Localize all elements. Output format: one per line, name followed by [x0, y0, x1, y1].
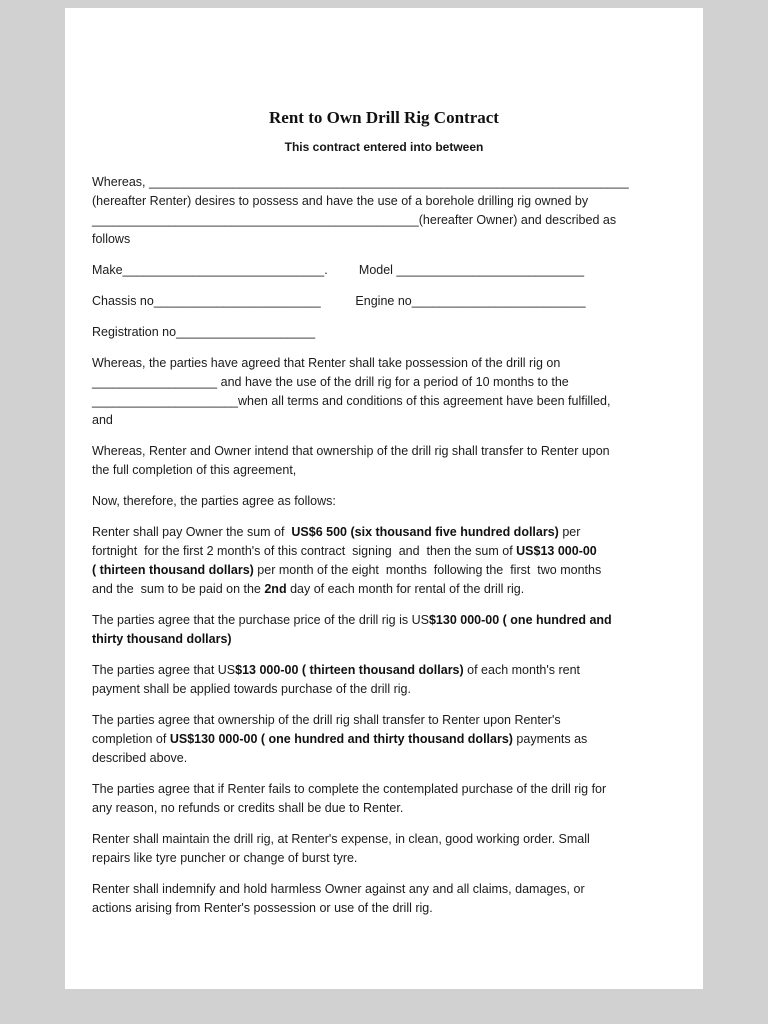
paragraph	[92, 354, 676, 430]
text-run: payments as	[512, 732, 588, 746]
text-run: (hereafter Owner) and described as	[418, 213, 617, 227]
paragraph	[92, 261, 676, 280]
text-run: The parties agree that if Renter fails to complete the contemplated purchase of the drill rig for	[92, 782, 607, 796]
paragraph	[92, 711, 676, 768]
paragraph	[92, 611, 676, 649]
text-run: fortnight for the first 2 month's of this contract signing and then the sum of	[92, 544, 517, 558]
blank-field: ____________________	[176, 325, 316, 339]
text-run: 2nd	[264, 582, 287, 596]
text-run: Whereas, Renter and Owner intend that ownership of the drill rig shall transfer to Renter upon	[92, 444, 610, 458]
document-body	[92, 173, 676, 918]
text-run: day of each month for rental of the drill rig.	[286, 582, 525, 596]
paragraph	[92, 442, 676, 480]
text-run: follows	[92, 232, 131, 246]
text-run: Registration no	[92, 325, 177, 339]
text-run: and	[92, 413, 113, 427]
text-run: any reason, no refunds or credits shall be due to Renter.	[92, 801, 404, 815]
text-run: per	[558, 525, 581, 539]
text-run: Whereas,	[92, 175, 149, 189]
text-run: repairs like tyre puncher or change of burst tyre.	[92, 851, 358, 865]
text-run: The parties agree that the purchase price of the drill rig is US	[92, 613, 429, 627]
paragraph	[92, 523, 676, 599]
text-run: US$6 500 (six thousand five hundred dollars)	[291, 525, 559, 539]
text-run: Renter shall pay Owner the sum of	[92, 525, 292, 539]
blank-field: _________________________	[411, 294, 586, 308]
text-run: described above.	[92, 751, 188, 765]
text-run: $130 000-00 ( one hundred and	[428, 613, 612, 627]
text-run: of each month's rent	[463, 663, 581, 677]
blank-field: ________________________	[153, 294, 321, 308]
blank-field: _____________________________________________________________________	[148, 175, 629, 189]
text-run: ( thirteen thousand dollars)	[92, 563, 254, 577]
paragraph	[92, 292, 676, 311]
paragraph	[92, 880, 676, 918]
blank-field: __________________	[92, 375, 218, 389]
text-run: Engine no	[320, 294, 412, 308]
paragraph	[92, 661, 676, 699]
text-run: completion of	[92, 732, 170, 746]
text-run: payment shall be applied towards purchase of the drill rig.	[92, 682, 411, 696]
paragraph	[92, 492, 676, 511]
paragraph	[92, 323, 676, 342]
text-run: The parties agree that US	[92, 663, 236, 677]
text-run: $13 000-00 ( thirteen thousand dollars)	[235, 663, 464, 677]
document-subtitle: This contract entered into between	[284, 140, 484, 154]
text-run: Now, therefore, the parties agree as follows:	[92, 494, 336, 508]
text-run: Renter shall maintain the drill rig, at Renter's expense, in clean, good working order. Small	[92, 832, 590, 846]
text-run: per month of the eight months following the first two months	[253, 563, 602, 577]
document-page	[65, 8, 703, 989]
text-run: . Model	[324, 263, 397, 277]
text-run: Make	[92, 263, 123, 277]
blank-field: _____________________________	[122, 263, 325, 277]
text-run: (hereafter Renter) desires to possess and have the use of a borehole drilling rig owned by	[92, 194, 589, 208]
text-run: Whereas, the parties have agreed that Renter shall take possession of the drill rig on	[92, 356, 561, 370]
text-run: Renter shall indemnify and hold harmless Owner against any and all claims, damages, or	[92, 882, 585, 896]
text-run: US$130 000-00 ( one hundred and thirty thousand dollars)	[169, 732, 513, 746]
text-run: and the sum to be paid on the	[92, 582, 265, 596]
paragraph	[92, 173, 676, 249]
text-run: US$13 000-00	[516, 544, 597, 558]
paragraph	[92, 780, 676, 818]
blank-field: ___________________________	[396, 263, 585, 277]
text-run: when all terms and conditions of this agreement have been fulfilled,	[238, 394, 611, 408]
text-run: Chassis no	[92, 294, 154, 308]
text-run: The parties agree that ownership of the drill rig shall transfer to Renter upon Renter's	[92, 713, 561, 727]
text-run: thirty thousand dollars)	[92, 632, 232, 646]
paragraph	[92, 830, 676, 868]
blank-field: _____________________	[92, 394, 238, 408]
text-run: the full completion of this agreement,	[92, 463, 297, 477]
text-run: and have the use of the drill rig for a period of 10 months to the	[217, 375, 569, 389]
text-run: actions arising from Renter's possession or use of the drill rig.	[92, 901, 433, 915]
document-title: Rent to Own Drill Rig Contract	[269, 108, 499, 127]
blank-field: _______________________________________________	[92, 213, 419, 227]
